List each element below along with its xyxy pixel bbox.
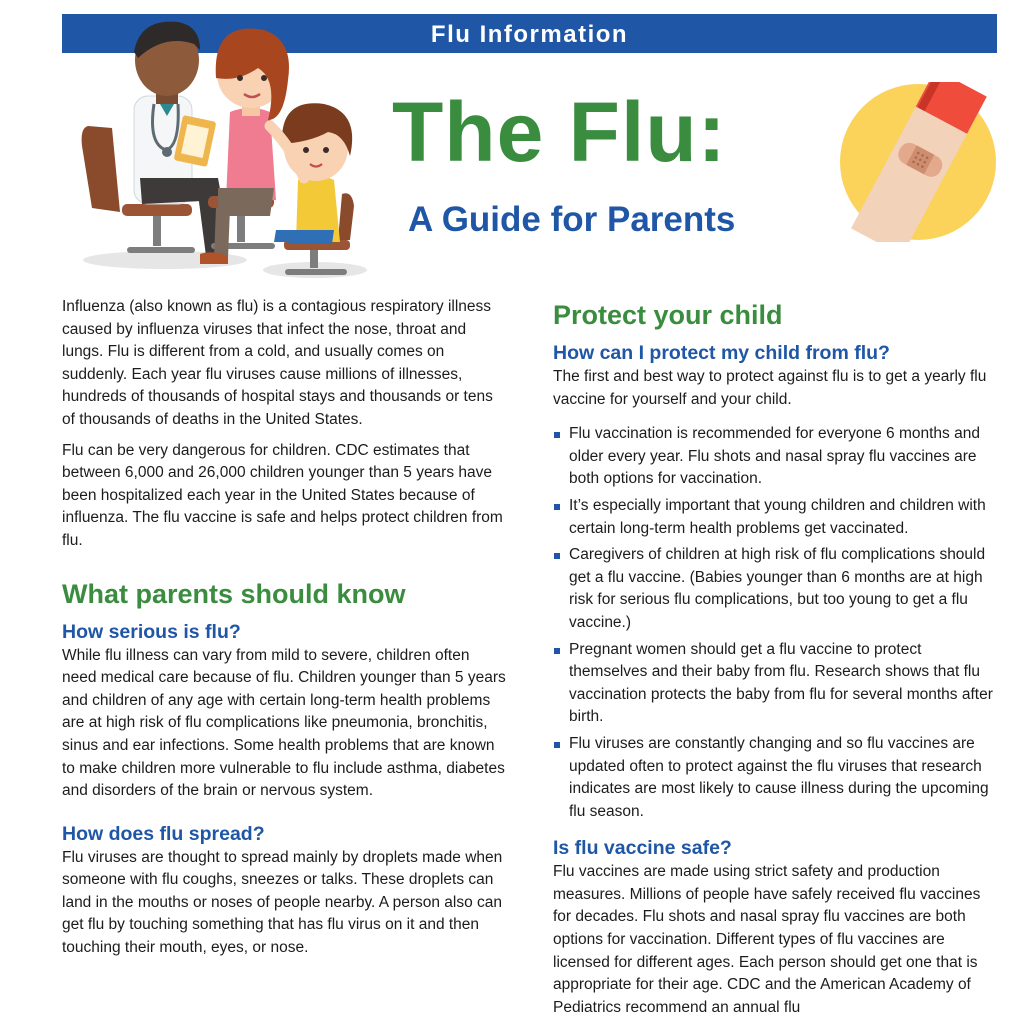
body-paragraph: While flu illness can vary from mild to severe, children often need medical care because of flu. Children younger than 5 years and children of any age with certain long-term health problems are at high risk of flu complications like pneumonia, bronchitis, sinus and ear infections. Some health problems that are known to make children more vulnerable to flu include asthma, diabetes and disorders of the brain or nervous system. bbox=[62, 646, 506, 800]
intro-paragraph: Influenza (also known as flu) is a contagious respiratory illness caused by influenza viruses that infect the nose, throat and lungs. Flu is different from a cold, and usually comes on suddenly. Each year flu viruses cause millions of illnesses, hundreds of thousands of hospital stays and thousands or tens of thousands of deaths in the United States. bbox=[62, 298, 493, 428]
section-heading: Protect your child bbox=[553, 300, 783, 330]
bandage-icon bbox=[838, 82, 998, 242]
list-item bbox=[553, 423, 1001, 491]
list-item-text: Flu vaccination is recommended for everyone 6 months and older every year. Flu shots and nasal spray flu vaccines are both options for vaccination. bbox=[569, 425, 980, 488]
doctor-parent-child-illustration bbox=[70, 8, 370, 290]
body-paragraph: The first and best way to protect against flu is to get a yearly flu vaccine for yourself and your child. bbox=[553, 368, 987, 408]
sub-heading: How does flu spread? bbox=[62, 822, 265, 845]
right-column bbox=[553, 296, 1001, 1019]
list-item-text: Pregnant women should get a flu vaccine to protect themselves and their baby from flu. Research shows that flu vaccination protects the baby from flu for several months after birth. bbox=[569, 640, 993, 726]
sub-heading: How can I protect my child from flu? bbox=[553, 342, 890, 364]
page-title: The Flu: bbox=[392, 85, 727, 179]
header-banner: Flu Information bbox=[62, 14, 997, 53]
body-paragraph: Flu vaccines are made using strict safety and production measures. Millions of people have safely received flu vaccines for decades. Flu shots and nasal spray flu vaccines are both options for vaccination. Different types of flu vaccines are licensed for different ages. Each person should get one that is appropriate for their age. CDC and the American Academy of Pediatrics recommend an annual flu bbox=[553, 863, 981, 1016]
left-column bbox=[62, 296, 508, 960]
list-item-text: Caregivers of children at high risk of flu complications should get a flu vaccine. (Babies younger than 6 months are at high risk for serious flu complications, but too young to get a flu vaccine.) bbox=[569, 546, 986, 631]
intro-paragraph: Flu can be very dangerous for children. CDC estimates that between 6,000 and 26,000 children younger than 5 years have been hospitalized each year in the United States because of influenza. The flu vaccine is safe and helps protect children from flu. bbox=[62, 441, 503, 549]
list-item bbox=[553, 733, 1001, 823]
bullet-square-icon bbox=[554, 553, 560, 559]
bullet-square-icon bbox=[554, 504, 560, 510]
list-item bbox=[553, 544, 1001, 634]
list-item bbox=[553, 639, 1001, 729]
bullet-square-icon bbox=[554, 648, 560, 654]
sub-heading: Is flu vaccine safe? bbox=[553, 837, 732, 860]
page-subtitle: A Guide for Parents bbox=[408, 200, 736, 239]
list-item-text: Flu viruses are constantly changing and so flu vaccines are updated often to protect against the flu viruses that research indicates are most likely to cause illness during the upcoming flu season. bbox=[569, 734, 989, 820]
list-item bbox=[553, 495, 1001, 540]
section-heading: What parents should know bbox=[62, 578, 406, 609]
bullet-square-icon bbox=[554, 742, 560, 748]
sub-heading: How serious is flu? bbox=[62, 620, 241, 643]
body-paragraph: Flu viruses are thought to spread mainly by droplets made when someone with flu coughs, sneezes or talks. These droplets can land in the mouths or noses of people nearby. A person also can get flu by touching something that has flu virus on it and then touching their mouth, eyes, or nose. bbox=[62, 848, 503, 957]
list-item-text: It’s especially important that young children and children with certain long-term health problems get vaccinated. bbox=[569, 496, 986, 537]
bullet-list bbox=[553, 423, 1001, 823]
bullet-square-icon bbox=[554, 432, 560, 438]
